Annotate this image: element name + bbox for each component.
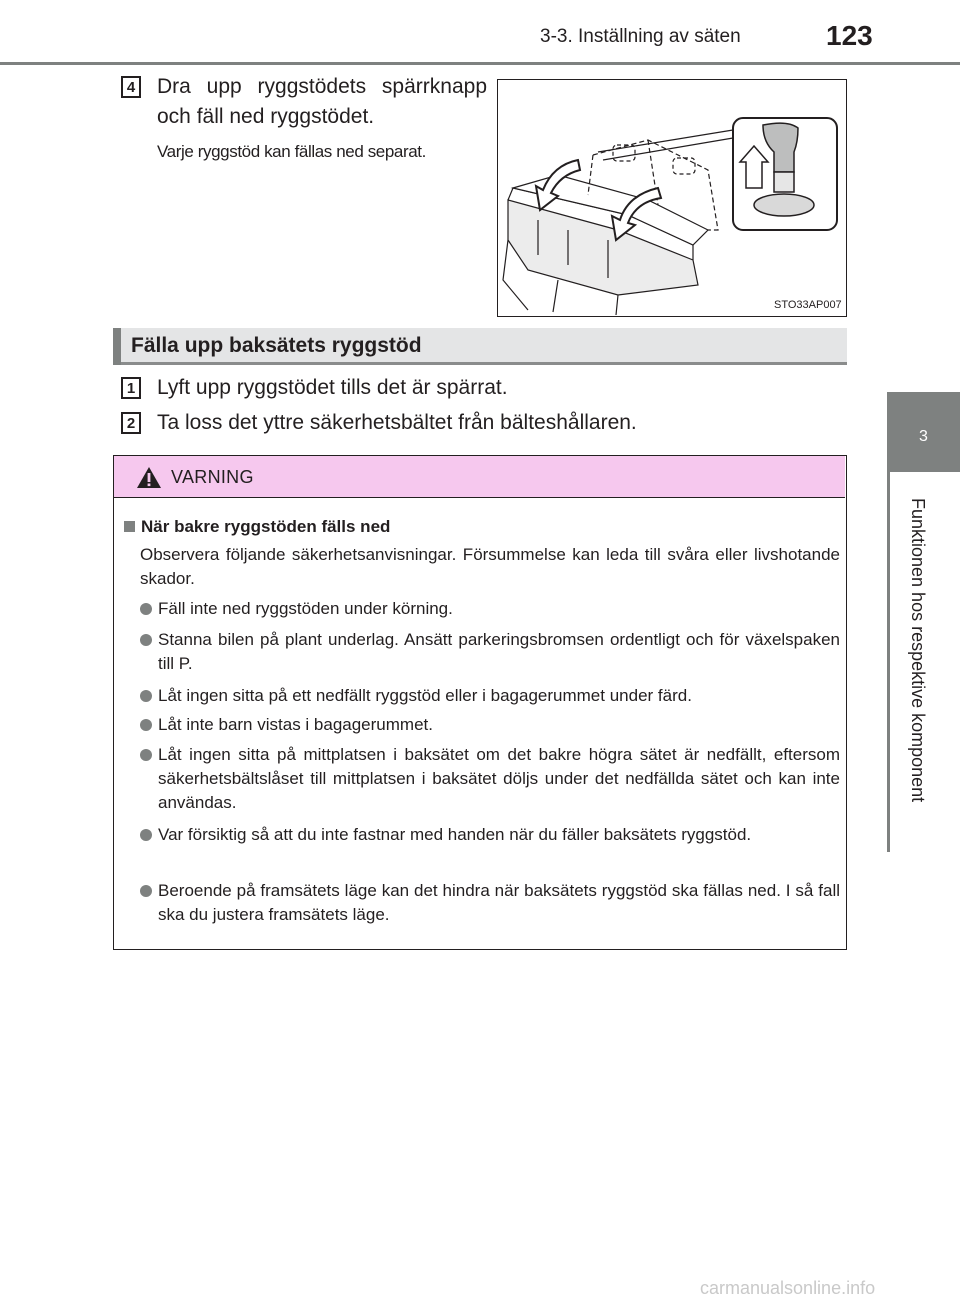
warning-bullet-text: Beroende på framsätets läge kan det hindra när baksätets ryggstöd ska fällas ned. I så fall ska du justera framsätets läge. <box>158 881 840 924</box>
warning-bullet-text: Låt ingen sitta på ett nedfällt ryggstöd eller i bagagerummet under färd. <box>158 686 692 705</box>
rear-seat-drawing <box>498 80 845 315</box>
section-title: 3-3. Inställning av säten <box>540 26 741 47</box>
header-rule <box>0 62 960 65</box>
warning-bullet <box>140 713 840 737</box>
warning-bullet <box>140 684 840 708</box>
bullet-dot-icon <box>140 749 152 761</box>
chapter-number: 3 <box>919 428 928 445</box>
warning-bullet-text: Låt inte barn vistas i bagagerummet. <box>158 715 433 734</box>
section-heading <box>113 328 847 365</box>
square-bullet-icon <box>124 521 135 532</box>
step-1-text: Lyft upp ryggstödet tills det är spärrat. <box>157 376 508 399</box>
watermark: carmanualsonline.info <box>700 1278 876 1298</box>
warning-box <box>113 455 847 950</box>
step-badge-1: 1 <box>121 377 141 399</box>
bullet-dot-icon <box>140 719 152 731</box>
warning-heading-text: När bakre ryggstöden fälls ned <box>141 517 391 536</box>
page-number: 123 <box>826 20 873 51</box>
warning-title: VARNING <box>171 467 254 487</box>
warning-intro: Observera följande säkerhetsanvisningar. Försummelse kan leda till svåra eller livshotande skador. <box>140 545 840 588</box>
bullet-dot-icon <box>140 603 152 615</box>
section-bar <box>113 328 121 365</box>
warning-bullet <box>140 628 840 676</box>
bullet-dot-icon <box>140 634 152 646</box>
warning-bullet <box>140 823 840 847</box>
bullet-dot-icon <box>140 829 152 841</box>
step-2-text: Ta loss det yttre säkerhetsbältet från bälteshållaren. <box>157 411 637 434</box>
warning-header <box>114 456 845 498</box>
warning-bullet <box>140 743 840 815</box>
warning-bullet <box>140 597 840 621</box>
step-badge-4: 4 <box>121 76 141 98</box>
chapter-tab <box>887 392 960 472</box>
warning-bullet-text: Låt ingen sitta på mittplatsen i baksätet om det bakre högra sätet är nedfällt, eftersom säkerhetsbältslåset till mittplatsen i baksätet döljs under det nedfällda sätet och kan inte användas. <box>158 745 840 812</box>
chapter-tab-edge <box>887 392 890 852</box>
warning-heading <box>124 517 390 537</box>
warning-bullet-text: Var försiktig så att du inte fastnar med handen när du fäller baksätets ryggstöd. <box>158 825 752 844</box>
step-badge-2: 2 <box>121 412 141 434</box>
step-4-note: Varje ryggstöd kan fällas ned separat. <box>157 142 426 161</box>
warning-icon <box>136 466 162 489</box>
warning-bullet-text: Stanna bilen på plant underlag. Ansätt parkeringsbromsen ordentligt och för växelspaken till P. <box>158 630 840 673</box>
step-4-text: Dra upp ryggstödets spärrknapp och fäll ned ryggstödet. <box>157 75 487 128</box>
warning-bullet-text: Fäll inte ned ryggstöden under körning. <box>158 599 453 618</box>
chapter-title: Funktionen hos respektive komponent <box>908 498 928 803</box>
figure-code: STO33AP007 <box>774 299 842 311</box>
seat-folding-illustration <box>497 79 847 317</box>
bullet-dot-icon <box>140 690 152 702</box>
bullet-dot-icon <box>140 885 152 897</box>
warning-bullet <box>140 879 840 927</box>
section-heading-title: Fälla upp baksätets ryggstöd <box>131 334 422 357</box>
